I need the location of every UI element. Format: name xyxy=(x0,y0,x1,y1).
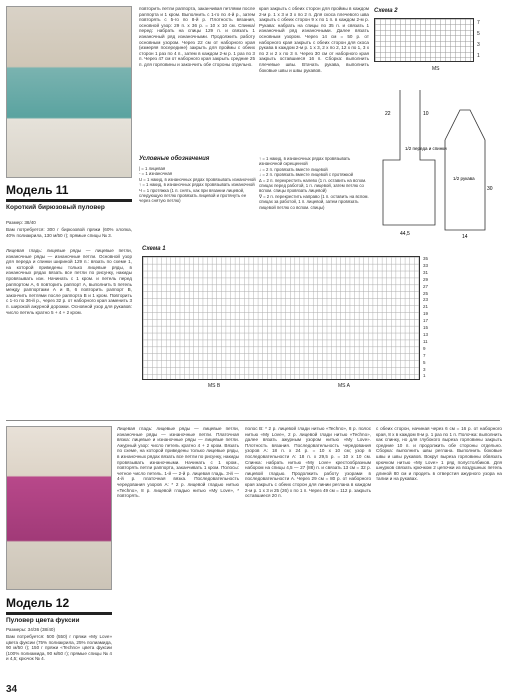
dim-44-5: 44,5 xyxy=(400,231,410,237)
scheme1-row-numbers xyxy=(423,256,428,380)
legend-item: ↑ = 1 накид, в изнаночных рядах провязывать изнаночной скрещенной xyxy=(259,156,351,167)
row-number: 21 xyxy=(423,304,429,310)
model11-title: Короткий бирюзовый пуловер xyxy=(6,204,105,211)
row-number: 17 xyxy=(423,318,429,324)
legend-title: Условные обозначения xyxy=(139,156,210,162)
model12-col2: полос В: * 2 р. лицевой глади нитью «Techno», 8 р. полос нитью «My Love», 2 р. лицевой глади нитью «Techno», далее вязать ажурным узором нитью «My Love». Плотность вязания. Последовательность чередования узоров А: 18 п. x 24 р. = 10 x 10 см; узор в последовательности А: 18 п. x 29,5 р. = 10 x 10 см. Спинка: набрать нитью «My Love» крестообразным набором на спицы 4,5 — 27 (88) п. и связать 13 см = 32 р. лицевой гладью. Продолжить работу узорами в последовательности А. Через 29 см = 80 р. от наборного края закрыть с обеих сторон для линии реглана в каждом 2-м р. 1 x 3 и 25 (26) x по 1 п. Через 49 см = 112 р. закрыть оставшиеся 20 п. xyxy=(245,426,371,499)
scheme2-row-labels xyxy=(477,18,480,62)
scheme2-title: Схема 2 xyxy=(374,8,398,14)
legend-item: ∆ = 2 п. перекрестить налево (1 п. оставить на вспом. спицах перед работой, 1 п. лицевой, затем петлю со вспом. спицы провязать лицевой) xyxy=(259,177,367,194)
scheme2-row-7: 7 xyxy=(477,20,480,26)
row-number: 13 xyxy=(423,331,429,337)
scheme1-repeat-a: MS A xyxy=(338,383,350,389)
dim-half-sleeve: 1/2 рукава xyxy=(453,176,475,181)
legend-right xyxy=(259,156,371,210)
scheme2-row-5: 5 xyxy=(477,31,480,37)
model12-size: Размеры: 34/36 (38/40) xyxy=(6,627,55,632)
model12-bar xyxy=(6,612,112,615)
row-number: 1 xyxy=(423,373,426,379)
legend-left xyxy=(139,166,257,204)
dim-10: 10 xyxy=(423,111,429,117)
legend-item: ↓ = 2 п. провязать вместе лицевой с протяжкой xyxy=(259,172,354,178)
model12-photo xyxy=(6,426,112,590)
model12-col3: с обеих сторон, начиная через 6 см = 16 р. от наборного края, 8 x в каждом 8-м р. 1 раз по 1 п. Полочка: выполнить как спинку, но для глубокого выреза горловины закрыть средние 10 п. и продолжить обе стороны отдельно. Сборка: выполнить швы реглана. Выполнить боковые швы и швы рукавов. Вокруг выреза горловины обвязать крючком нитью «My Love» 1 ряд полустолбиков. Для шнурков связать крючком 2 цепочки из воздушных петель длиной 80 см и продеть в отверстия ажурного узора на талии и на рукавах. xyxy=(376,426,502,482)
model12-col1: Лицевая гладь: лицевые ряды — лицевые петли, изнаночные ряды — изнаночные петли. Платочная вязка: лицевые и изнаночные ряды — лицевые петли. Ажурный узор: число петель кратно 4 + 2 кром. Вязать по схеме, на которой приведены только лицевые ряды, в изнаночных рядах вязать все петли по рисунку, накиды провязывать изнаночными. Начинать с 1 кром., повторять петли раппорта, заканчивать 1 кром. Полосы: четное число петель. 1-й — 2-й р. лицевая гладь. 3-й — 4-й р. платочная вязка. Последовательность чередования узоров А: * 2 р. лицевой гладью нитью «Techno», 8 р. лицевой гладью нитью «My Love», * повторять. xyxy=(117,426,239,499)
dim-30: 30 xyxy=(487,186,493,192)
legend-item: - = 1 изнаночная xyxy=(139,171,173,177)
row-number: 9 xyxy=(423,345,426,351)
legend-item: Ч = 1 протяжка (1 п. снять, как при вязании лицевой, следующую петлю провязать лицевой и протянуть ее через снятую петлю) xyxy=(139,187,247,204)
row-number: 7 xyxy=(423,352,426,358)
legend-item: U = 1 накид, в изнаночных рядах провязывать изнаночной xyxy=(139,176,256,182)
row-number: 11 xyxy=(423,338,428,344)
model11-materials: Вам потребуется: 300 г бирюзовой пряжи (60% хлопка, 40% полиакрила, 130 м/50 г); прямые спицы № 3. xyxy=(6,227,132,238)
row-number: 35 xyxy=(423,256,429,261)
row-number: 3 xyxy=(423,366,426,372)
model12-title: Пуловер цвета фуксии xyxy=(6,617,80,624)
row-number: 23 xyxy=(423,297,429,303)
row-number: 25 xyxy=(423,290,429,296)
row-number: 33 xyxy=(423,262,429,268)
legend-item: ↓ = 2 п. провязать вместе лицевой xyxy=(259,166,328,172)
model11-col1: Лицевая гладь: лицевые ряды — лицевые петли, изнаночные ряды — изнаночные петли. Основной узор для переда и спинки шириной 129 п.: вязать по схеме 1, на которой приведены только лицевые ряды, в изнаночных рядах вязать все петли по рисунку, накиды провязывать изн. Начинать с 1 кром. и петель перед раппортом А, 6 повторить раппорт А, выполнить 5 петель между раппортами А и В, 6 повторить раппорт В, закончить петлями после раппорта В и 1 кром. Повторить с 1-го по 36-й р., через 32 р. от наборного края заменить 3 п. широкой ажурной дорожки. Основной узор для рукавов: число петель кратно 5 + 4 + 2 кром. xyxy=(6,248,132,315)
scheme2-row-1: 1 xyxy=(477,53,480,59)
row-number: 27 xyxy=(423,283,429,289)
scheme2-repeat: MS xyxy=(432,66,440,72)
model11-number: Модель 11 xyxy=(6,183,69,197)
scheme1-grid xyxy=(142,256,420,380)
model11-col2: повторить петли раппорта, заканчивая петлями после раппорта и 1 кром. Выполнить с 1-го по 4-й р., затем повторять с 5-го по 8-й р. Плотность вязания, основной узор: 29 п. x 36 р. = 10 x 10 см. Спинка/перед: набрать на спицы 129 п. и связать 1 изнаночный ряд изнаночными. Продолжить работу основным узором. Через 22 см от наборного края (измеряя посередине) закрыть для проймы с обеих сторон 1 раз по 4 п., затем в каждом 2-м р. 1 раз по 3 п. Через 47 см от наборного края закрыть средние 25 п. для горловины и закончить обе стороны отдельно. xyxy=(139,6,255,67)
model11-size: Размер: 38/40 xyxy=(6,220,36,225)
garment-schematic xyxy=(375,80,500,240)
dim-22: 22 xyxy=(385,111,391,117)
dim-14: 14 xyxy=(462,234,468,240)
page-number: 34 xyxy=(6,684,18,695)
dim-half-front: 1/2 переда и спинки xyxy=(405,146,447,151)
row-number: 19 xyxy=(423,311,429,317)
model12-number: Модель 12 xyxy=(6,596,70,610)
model12-materials: Вам потребуется: 500 (550) г пряжи «My Love» цвета фуксии (75% полиакрила, 25% полиамида, 90 м/50 г); 150 г пряжи «Techno» цвета фуксии (100% полиамида, 90 м/50 г); прямые спицы № 4 и 4,5; крючок № 4. xyxy=(6,634,112,662)
scheme2-row-3: 3 xyxy=(477,42,480,48)
legend-item: ↑ = 1 накид, в изнаночных рядах провязывать изнаночной xyxy=(139,182,255,188)
scheme1-repeat-b: MS B xyxy=(208,383,221,389)
row-number: 5 xyxy=(423,359,426,365)
row-number: 15 xyxy=(423,325,429,331)
legend-item: ∇ = 2 п. перекрестить направо (1 п. оставить на вспом. спицах за работой, 1 п. лицевой, затем провязать лицевой петлю со вспом. спицы) xyxy=(259,193,369,210)
legend-item: | = 1 лицевая xyxy=(139,166,166,171)
model11-col3: края закрыть с обеих сторон для проймы в каждом 2-м р. 1 x 3 и 3 x по 2 п. Для скоса плечевого шва закрыть с обеих сторон 9 x по 1 п. в каждом 2-м р. Рукава: набрать на спицы по 35 п. и связать 1 изнаночный ряд изнаночными. Далее вязать основным узором. Через 14 см = 50 р. от наборного края закрыть с обеих сторон для скоса рукава в каждом 2-м р. 1 x 3, 2 x по 2, 12 x по 1, 3 x по 2 и 2 x по 3 п. Через 30 см от наборного края закрыть оставшиеся 16 п. Сборка: выполнить плечевые швы. Втачать рукава, выполнить боковые швы и швы рукавов. xyxy=(259,6,369,73)
model11-photo xyxy=(6,6,132,178)
row-number: 29 xyxy=(423,276,429,282)
scheme2-grid xyxy=(374,18,474,62)
section-divider xyxy=(6,420,500,421)
row-number: 31 xyxy=(423,269,429,275)
scheme1-title: Схема 1 xyxy=(142,246,166,252)
model11-bar xyxy=(6,199,132,202)
